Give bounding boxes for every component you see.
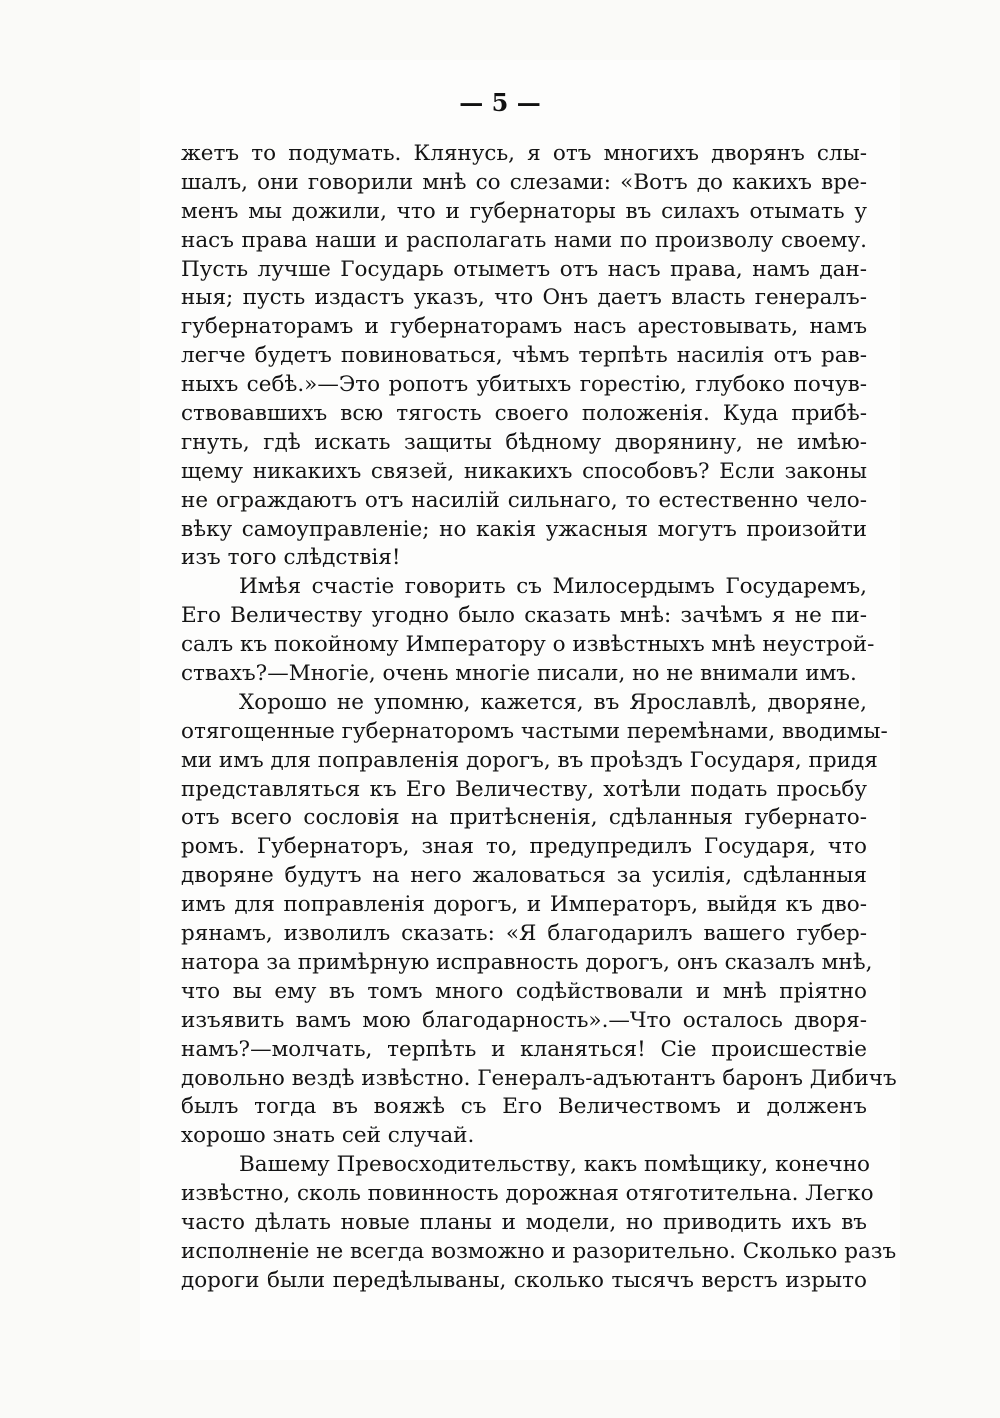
text-line: ныя; пусть издастъ указъ, что Онъ даетъ власть генералъ- xyxy=(181,285,867,311)
text-line: Хорошо не упомню, кажется, въ Ярославлѣ, дворяне, xyxy=(239,689,867,715)
text-line: Имѣя счастіе говорить съ Милосердымъ Государемъ, xyxy=(239,574,867,600)
text-line: жетъ то подумать. Клянусь, я отъ многихъ дворянъ слы- xyxy=(181,141,867,166)
text-line: натора за примѣрную исправность дорогъ, онъ сказалъ мнѣ, xyxy=(181,949,873,975)
text-line: щему никакихъ связей, никакихъ способовъ? Если законы xyxy=(181,458,867,484)
body-text xyxy=(181,140,897,1296)
text-line: исполненіе не всегда возможно и разорительно. Сколько разъ xyxy=(181,1238,897,1264)
text-line: Его Величеству угодно было сказать мнѣ: зачѣмъ я не пи- xyxy=(181,603,867,629)
text-line: рянамъ, изволилъ сказать: «Я благодарилъ вашего губер- xyxy=(181,921,867,947)
text-line: ми имъ для поправленія дорогъ, въ проѣздъ Государя, придя xyxy=(181,747,878,773)
text-line: изъ того слѣдствія! xyxy=(181,545,401,571)
text-line: насъ права наши и располагать нами по произволу своему. xyxy=(181,227,867,253)
text-line: ствахъ?—Многіе, очень многіе писали, но не внимали имъ. xyxy=(181,661,857,687)
text-line: шалъ, они говорили мнѣ со слезами: «Вотъ до какихъ вре- xyxy=(181,169,867,195)
text-line: довольно вездѣ извѣстно. Генералъ-адъютантъ баронъ Дибичъ xyxy=(181,1065,897,1091)
text-line: дворяне будутъ на него жаловаться за усилія, сдѣланныя xyxy=(181,863,867,889)
text-line: былъ тогда въ вояжѣ съ Его Величествомъ и долженъ xyxy=(181,1094,867,1120)
text-line: что вы ему въ томъ много содѣйствовали и мнѣ пріятно xyxy=(181,978,867,1004)
page-number: — 5 — xyxy=(459,88,541,117)
text-line: дороги были передѣлываны, сколько тысячъ верстъ изрыто xyxy=(181,1267,867,1293)
text-line: часто дѣлать новые планы и модели, но приводить ихъ въ xyxy=(181,1209,867,1235)
text-line: не ограждаютъ отъ насилій сильнаго, то естественно чело- xyxy=(181,487,867,513)
text-line: губернаторамъ и губернаторамъ насъ арестовывать, намъ xyxy=(181,314,867,340)
text-line: ныхъ себѣ.»—Это ропотъ убитыхъ горестію, глубоко почув- xyxy=(181,372,867,398)
text-line: Пусть лучше Государь отыметъ отъ насъ права, намъ дан- xyxy=(181,256,867,282)
text-line: Вашему Превосходительству, какъ помѣщику, конечно xyxy=(239,1152,871,1178)
text-line: изъявить вамъ мою благодарность».—Что осталось дворя- xyxy=(181,1007,867,1033)
text-line: отъ всего сословія на притѣсненія, сдѣланныя губернато- xyxy=(181,805,867,831)
text-line: вѣку самоуправленіе; но какія ужасныя могутъ произойти xyxy=(181,516,867,542)
text-line: представляться къ Его Величеству, хотѣли подать просьбу xyxy=(181,776,867,802)
text-line: легче будетъ повиноваться, чѣмъ терпѣть насилія отъ рав- xyxy=(181,343,867,369)
text-line: имъ для поправленія дорогъ, и Императоръ, выйдя къ дво- xyxy=(181,892,867,918)
text-line: гнуть, гдѣ искать защиты бѣдному дворянину, не имѣю- xyxy=(181,429,867,455)
text-line: ромъ. Губернаторъ, зная то, предупредилъ Государя, что xyxy=(181,834,867,860)
text-line: хорошо знать сей случай. xyxy=(181,1123,475,1149)
text-line: извѣстно, сколь повинность дорожная отяготительна. Легко xyxy=(181,1181,874,1207)
text-line: ствовавшихъ всю тягость своего положенія. Куда прибѣ- xyxy=(181,401,867,427)
text-line: менъ мы дожили, что и губернаторы въ силахъ отымать у xyxy=(181,198,867,224)
text-line: салъ къ покойному Императору о извѣстныхъ мнѣ неустрой- xyxy=(181,632,875,658)
text-line: отягощенные губернаторомъ частыми перемѣнами, вводимы- xyxy=(181,718,888,744)
text-line: намъ?—молчать, терпѣть и кланяться! Сіе происшествіе xyxy=(181,1036,867,1062)
